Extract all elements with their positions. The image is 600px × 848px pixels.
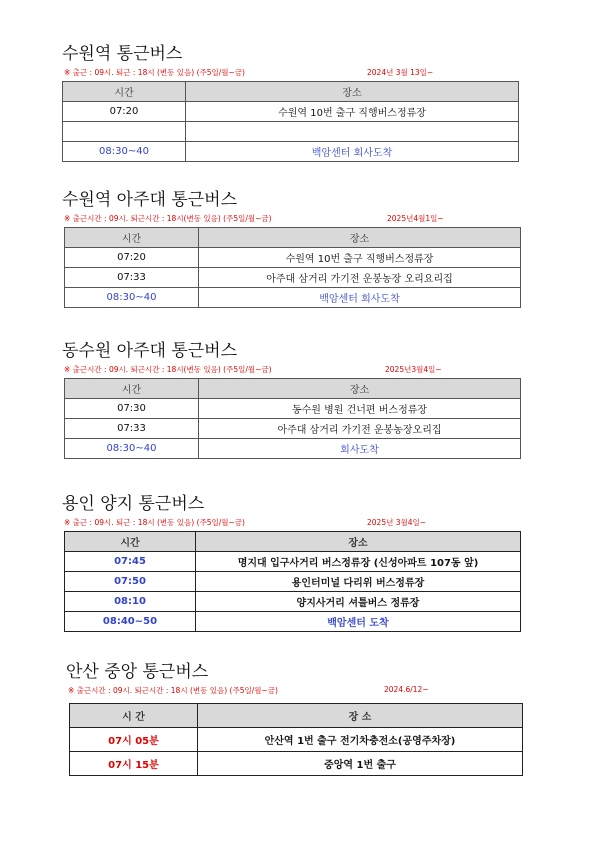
row-time: 08:10 — [65, 592, 196, 612]
row-place: 수원역 10번 출구 직행버스정류장 — [199, 248, 521, 268]
header-place: 장소 — [199, 379, 521, 399]
row-place: 용인터미널 다리위 버스정류장 — [196, 572, 521, 592]
row-time: 07:45 — [65, 552, 196, 572]
schedule-table — [64, 378, 521, 459]
row-time: 08:30~40 — [65, 439, 199, 459]
schedule-note — [62, 67, 520, 79]
row-time: 07:33 — [65, 268, 199, 288]
header-place: 장소 — [186, 82, 519, 102]
note-text: ※ 출근 : 09시. 퇴근 : 18시 (변동 있음) (주5일/월~금) — [64, 68, 245, 77]
row-time: 07:50 — [65, 572, 196, 592]
schedule-table — [64, 531, 521, 632]
header-time: 시간 — [65, 532, 196, 552]
row-time: 07시 15분 — [70, 752, 198, 776]
row-time: 08:40~50 — [65, 612, 196, 632]
header-place: 장 소 — [198, 704, 523, 728]
section-title: 안산 중앙 통근버스 — [66, 662, 209, 682]
schedule-table — [62, 81, 519, 162]
table-row — [70, 728, 523, 752]
schedule-note — [62, 517, 522, 529]
row-place — [186, 122, 519, 142]
effective-date: 2024년 3월 13일~ — [367, 68, 434, 77]
row-place: 아주대 삼거리 가기전 운봉농장오리집 — [199, 419, 521, 439]
table-row — [65, 552, 521, 572]
section-title: 수원역 아주대 통근버스 — [62, 190, 238, 210]
table-header-row — [70, 704, 523, 728]
header-place: 장소 — [196, 532, 521, 552]
header-place: 장소 — [199, 228, 521, 248]
section-title: 수원역 통근버스 — [62, 44, 183, 64]
row-place: 회사도착 — [199, 439, 521, 459]
table-row — [65, 248, 521, 268]
table-row — [65, 399, 521, 419]
table-row — [63, 142, 519, 162]
table-row — [65, 612, 521, 632]
effective-date: 2025년3월4일~ — [385, 365, 442, 374]
schedule-table — [64, 227, 521, 308]
section-yongin-yangji — [62, 494, 522, 632]
note-text: ※ 출근시간 : 09시. 퇴근시간 : 18시 (변동 있음) (주5일/월~금) — [68, 686, 278, 695]
row-time — [63, 122, 186, 142]
row-time: 08:30~40 — [65, 288, 199, 308]
section-dongsuwon-ajou — [62, 341, 522, 459]
effective-date: 2025년4월1일~ — [387, 214, 444, 223]
row-place: 동수원 병원 건너편 버스정류장 — [199, 399, 521, 419]
row-time: 08:30~40 — [63, 142, 186, 162]
row-place: 아주대 삼거리 가기전 운봉농장 오리요리집 — [199, 268, 521, 288]
table-header-row — [65, 532, 521, 552]
schedule-note — [66, 685, 526, 697]
header-time: 시간 — [63, 82, 186, 102]
row-place: 백암센터 도착 — [196, 612, 521, 632]
section-title: 용인 양지 통근버스 — [62, 494, 205, 514]
row-place: 백암센터 회사도착 — [186, 142, 519, 162]
table-row — [65, 419, 521, 439]
row-place: 중앙역 1번 출구 — [198, 752, 523, 776]
schedule-note — [62, 213, 522, 225]
table-row — [65, 592, 521, 612]
table-row — [65, 268, 521, 288]
row-time: 07:33 — [65, 419, 199, 439]
header-time: 시 간 — [70, 704, 198, 728]
note-text: ※ 출근시간 : 09시. 퇴근시간 : 18시(변동 있음) (주5일/월~금) — [64, 365, 272, 374]
table-row — [70, 752, 523, 776]
section-suwon-ajou — [62, 190, 522, 308]
row-time: 07:20 — [63, 102, 186, 122]
note-text: ※ 출근시간 : 09시. 퇴근시간 : 18시(변동 있음) (주5일/월~금) — [64, 214, 272, 223]
section-ansan-jungang — [66, 662, 526, 776]
table-row — [63, 122, 519, 142]
row-time: 07시 05분 — [70, 728, 198, 752]
row-place: 수원역 10번 출구 직행버스정류장 — [186, 102, 519, 122]
section-suwon-station — [62, 44, 520, 162]
schedule-table — [69, 703, 523, 776]
table-row — [65, 439, 521, 459]
effective-date: 2025년 3월4일~ — [367, 518, 427, 527]
row-place: 백암센터 회사도착 — [199, 288, 521, 308]
effective-date: 2024.6/12~ — [384, 685, 429, 694]
header-time: 시간 — [65, 228, 199, 248]
table-header-row — [65, 228, 521, 248]
table-row — [65, 288, 521, 308]
table-row — [63, 102, 519, 122]
table-header-row — [63, 82, 519, 102]
section-title: 동수원 아주대 통근버스 — [62, 341, 238, 361]
row-place: 명지대 입구사거리 버스정류장 (신성아파트 107동 앞) — [196, 552, 521, 572]
row-place: 안산역 1번 출구 전기차충전소(공영주차장) — [198, 728, 523, 752]
row-time: 07:30 — [65, 399, 199, 419]
schedule-note — [62, 364, 522, 376]
header-time: 시간 — [65, 379, 199, 399]
table-header-row — [65, 379, 521, 399]
table-row — [65, 572, 521, 592]
note-text: ※ 출근 : 09시. 퇴근 : 18시 (변동 있음) (주5일/월~금) — [64, 518, 245, 527]
row-place: 양지사거리 셔틀버스 정류장 — [196, 592, 521, 612]
row-time: 07:20 — [65, 248, 199, 268]
